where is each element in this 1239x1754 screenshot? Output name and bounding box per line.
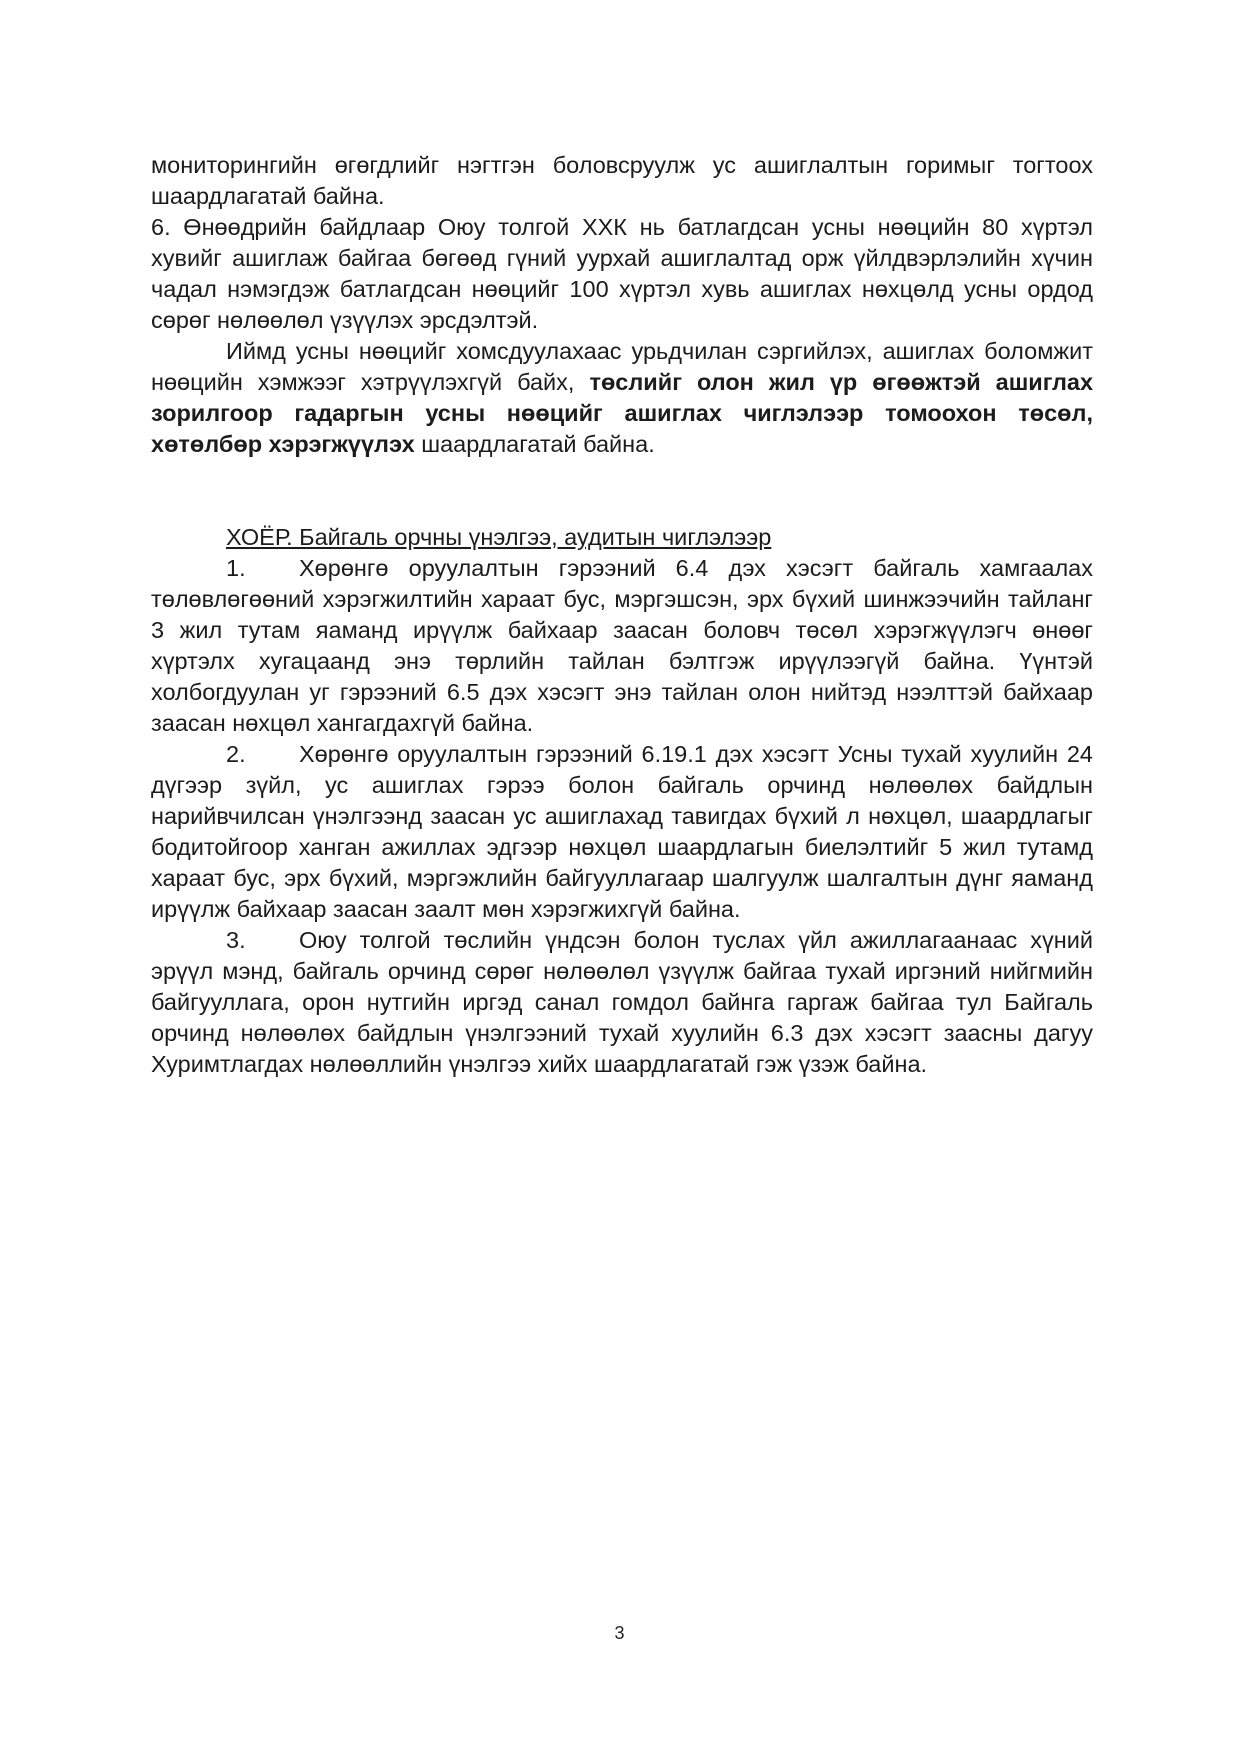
section-2-heading [151, 522, 1093, 553]
list-item-1 [151, 553, 1093, 739]
list-item-text: Хөрөнгө оруулалтын гэрээний 6.19.1 дэх хэсэгт Усны тухай хуулийн 24 дүгээр зүйл, ус ашиглах гэрээ болон байгаль орчинд нөлөөлөх байдлын нарийвчилсан үнэлгээнд заасан ус ашиглахад тавигдах бүхий л нөхцөл, шаардлагыг бодитойгоор ханган ажиллах эдгээр нөхцөл шаардлагын биелэлтийг 5 жил тутамд хараат бус, эрх бүхий, мэргэжлийн байгууллагаар шалгуулж шалгалтын дүнг яаманд ирүүлж байхаар заасан заалт мөн хэрэгжихгүй байна. [151, 741, 1093, 922]
conclusion-end-text: шаардлагатай байна. [414, 431, 655, 457]
page-number: 3 [614, 1623, 625, 1643]
point-6-paragraph: 6. Өнөөдрийн байдлаар Оюу толгой ХХК нь батлагдсан усны нөөцийн 80 хүртэл хувийг ашиглаж байгаа бөгөөд гүний уурхай ашиглалтад орж үйлдвэрлэлийн хүчин чадал нэмэгдэж батлагдсан нөөцийг 100 хүртэл хувь ашиглах нөхцөлд усны ордод сөрөг нөлөөлөл үзүүлэх эрсдэлтэй. [151, 214, 1093, 333]
list-item-number: 3. [226, 927, 246, 953]
document-body [151, 150, 1093, 1080]
list-item-number: 2. [226, 741, 246, 767]
list-item-number: 1. [226, 555, 246, 581]
list-item-3 [151, 925, 1093, 1080]
section-spacer [151, 460, 1093, 522]
conclusion-paragraph [151, 336, 1093, 460]
conclusion-text: Иймд усны нөөцийг хомсдуулахаас урьдчилан сэргийлэх, ашиглах боломжит нөөцийн хэмжээг хэтрүүлэхгүй байх, [151, 338, 1093, 395]
list-item-2 [151, 739, 1093, 925]
list-item-text: Оюу толгой төслийн үндсэн болон туслах үйл ажиллагаанаас хүний эрүүл мэнд, байгаль орчинд сөрөг нөлөөлөл үзүүлж байгаа тухай иргэний нийгмийн байгууллага, орон нутгийн иргэд санал гомдол байнга гаргаж байгаа тул Байгаль орчинд нөлөөлөх байдлын үнэлгээний тухай хуулийн 6.3 дэх хэсэгт заасны дагуу Хуримтлагдах нөлөөллийн үнэлгээ хийх шаардлагатай гэж үзэж байна. [151, 927, 1093, 1077]
conclusion-bold-text: төслийг олон жил үр өгөөжтэй ашиглах зорилгоор гадаргын усны нөөцийг ашиглах чиглэлээр томоохон төсөл, хөтөлбөр хэрэгжүүлэх [151, 369, 1094, 457]
list-item-text: Хөрөнгө оруулалтын гэрээний 6.4 дэх хэсэгт байгаль хамгаалах төлөвлөгөөний хэрэгжилтийн хараат бус, мэргэшсэн, эрх бүхий шинжээчийн тайланг 3 жил тутам яаманд ирүүлж байхаар заасан боловч төсөл хэрэгжүүлэгч өнөөг хүртэлх хугацаанд энэ төрлийн тайлан бэлтгэж ирүүлээгүй байна. Үүнтэй холбогдуулан уг гэрээний 6.5 дэх хэсэгт энэ тайлан олон нийтэд нээлттэй байхаар заасан нөхцөл хангагдахгүй байна. [151, 555, 1093, 736]
continuation-paragraph: мониторингийн өгөгдлийг нэгтгэн боловсруулж ус ашиглалтын горимыг тогтоох шаардлагатай байна. [151, 152, 1093, 209]
section-2-heading-text: ХОЁР. Байгаль орчны үнэлгээ, аудитын чиглэлээр [226, 524, 772, 550]
